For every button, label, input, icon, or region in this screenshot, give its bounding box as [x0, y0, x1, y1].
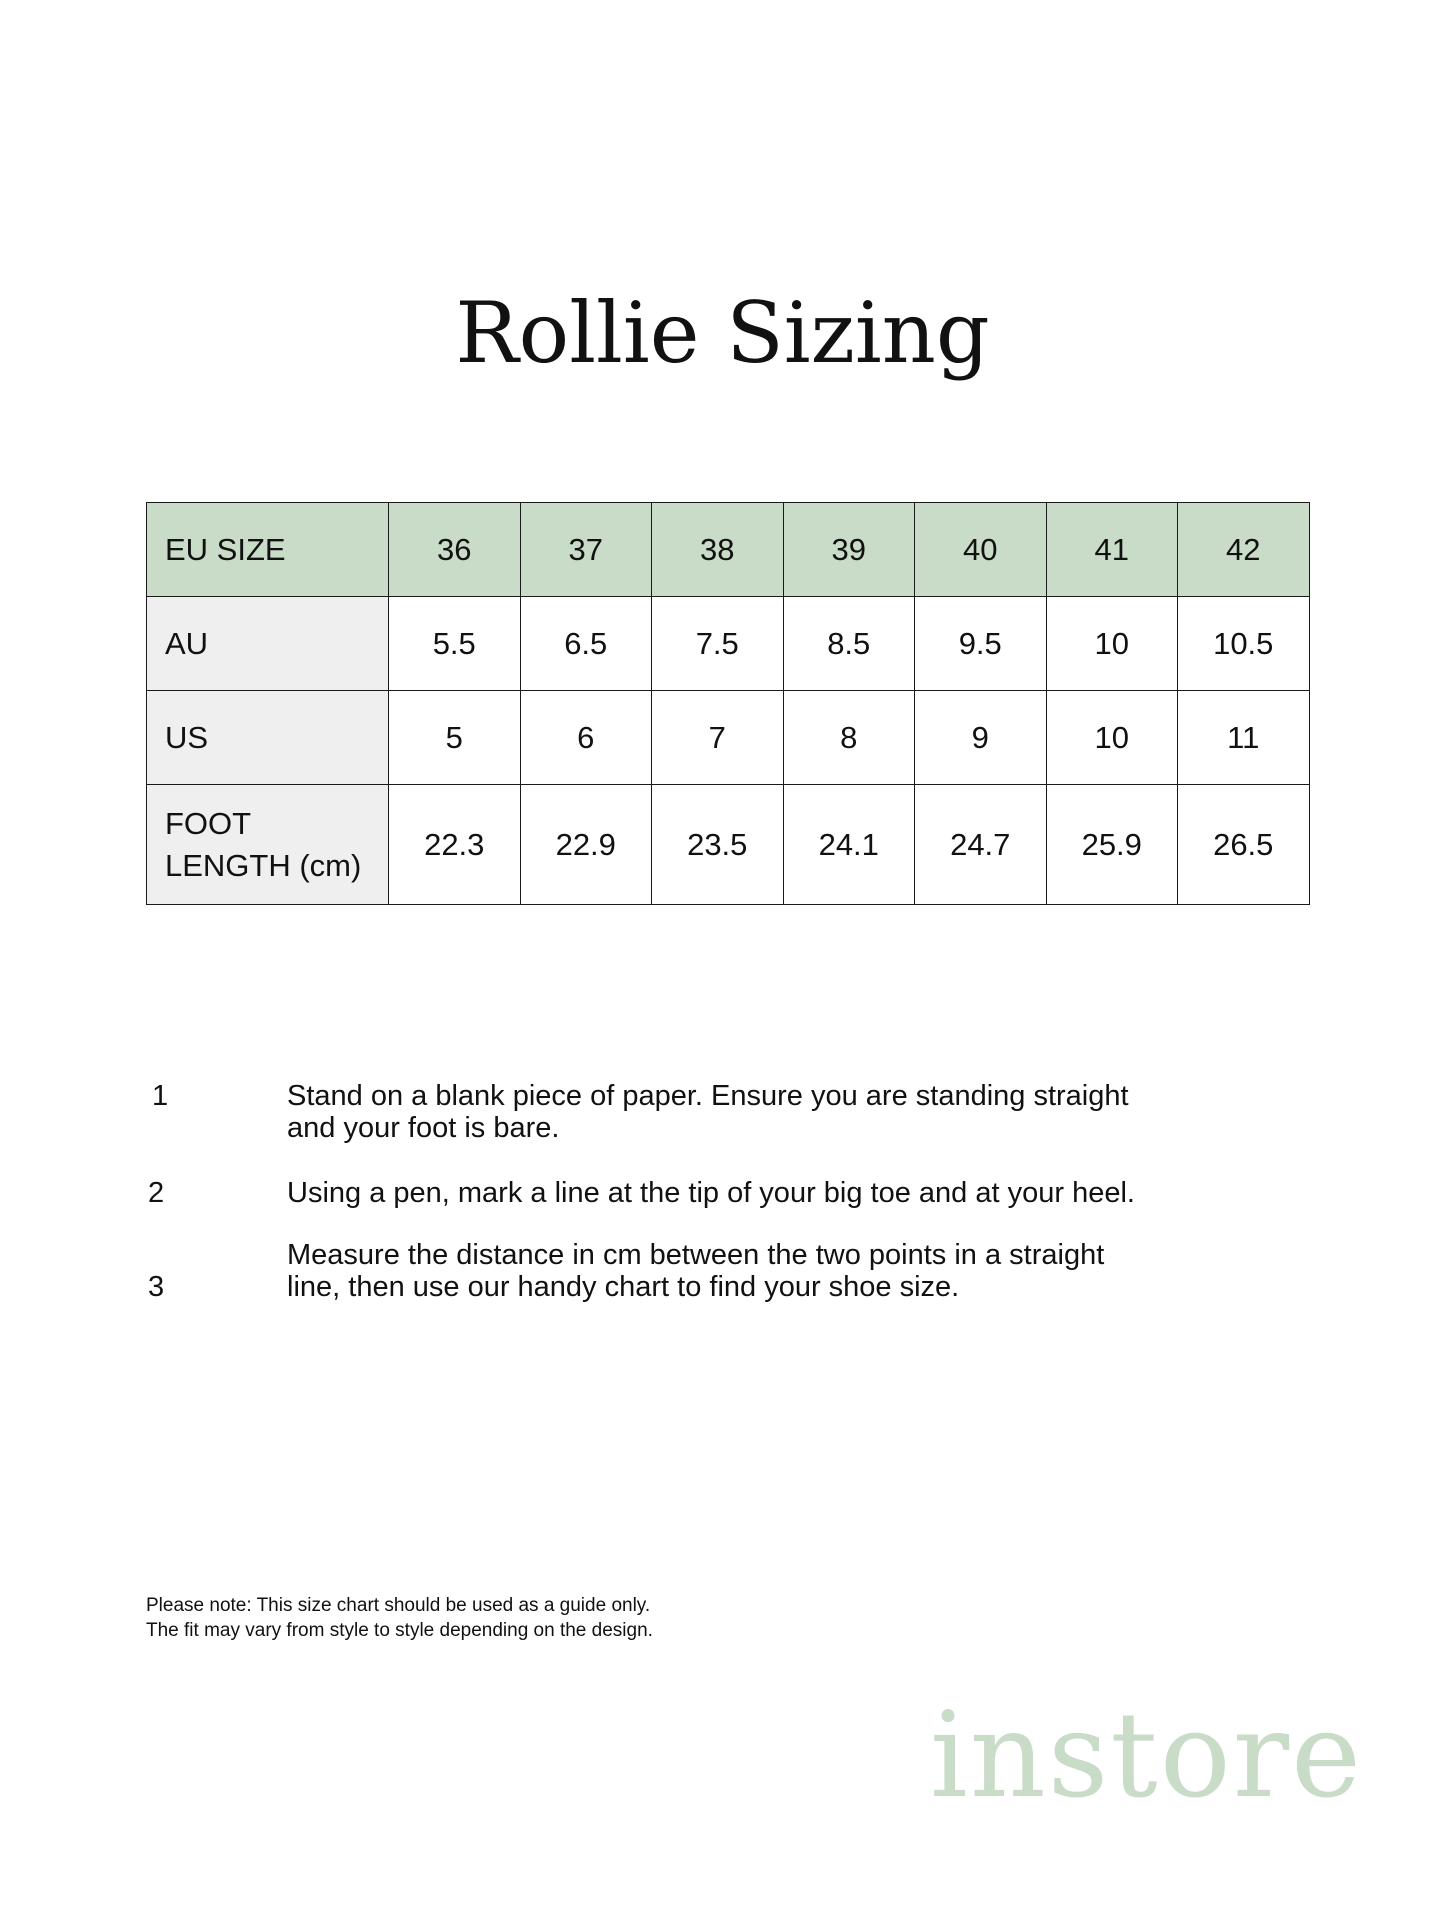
step-text	[287, 1080, 1187, 1144]
au-size-cell: 10	[1046, 597, 1178, 691]
us-size-cell: 8	[783, 691, 915, 785]
step-text-line: line, then use our handy chart to find your shoe size.	[287, 1271, 960, 1303]
disclaimer-line: The fit may vary from style to style depending on the design.	[146, 1620, 653, 1641]
eu-size-label: EU SIZE	[147, 503, 389, 597]
eu-size-cell: 41	[1046, 503, 1178, 597]
measuring-steps	[146, 1080, 1246, 1303]
eu-size-row	[147, 503, 1310, 597]
step-number: 1	[152, 1080, 169, 1112]
disclaimer-line: Please note: This size chart should be used as a guide only.	[146, 1595, 651, 1616]
step-number: 2	[148, 1177, 165, 1209]
au-size-cell: 6.5	[520, 597, 652, 691]
au-size-cell: 7.5	[652, 597, 784, 691]
foot-length-cell: 22.9	[520, 785, 652, 905]
eu-size-cell: 38	[652, 503, 784, 597]
foot-length-label-line1: FOOT	[165, 805, 252, 841]
us-size-label: US	[147, 691, 389, 785]
step-text	[287, 1239, 1187, 1303]
eu-size-cell: 39	[783, 503, 915, 597]
step-text-line: Using a pen, mark a line at the tip of your big toe and at your heel.	[287, 1177, 1135, 1209]
size-table	[146, 502, 1310, 905]
step-text	[287, 1177, 1187, 1209]
foot-length-cell: 24.1	[783, 785, 915, 905]
foot-length-cell: 23.5	[652, 785, 784, 905]
au-size-cell: 5.5	[389, 597, 521, 691]
au-size-cell: 8.5	[783, 597, 915, 691]
us-size-cell: 11	[1178, 691, 1310, 785]
au-size-cell: 10.5	[1178, 597, 1310, 691]
foot-length-cell: 22.3	[389, 785, 521, 905]
us-size-cell: 7	[652, 691, 784, 785]
step-item	[146, 1239, 1246, 1303]
step-number: 3	[148, 1271, 165, 1303]
instore-logo: instore	[930, 1686, 1363, 1824]
foot-length-label-line2: LENGTH (cm)	[165, 847, 362, 883]
step-item	[146, 1080, 1246, 1144]
step-text-line: Measure the distance in cm between the two points in a straight	[287, 1239, 1105, 1271]
us-size-cell: 6	[520, 691, 652, 785]
eu-size-cell: 42	[1178, 503, 1310, 597]
us-size-cell: 9	[915, 691, 1047, 785]
page-title: Rollie Sizing	[455, 284, 990, 382]
foot-length-cell: 24.7	[915, 785, 1047, 905]
foot-length-row	[147, 785, 1310, 905]
step-text-line: Stand on a blank piece of paper. Ensure you are standing straight	[287, 1080, 1129, 1112]
disclaimer-note	[146, 1593, 653, 1643]
us-size-row	[147, 691, 1310, 785]
foot-length-cell: 25.9	[1046, 785, 1178, 905]
us-size-cell: 5	[389, 691, 521, 785]
step-item	[146, 1177, 1246, 1209]
foot-length-label	[147, 785, 389, 905]
eu-size-cell: 36	[389, 503, 521, 597]
us-size-cell: 10	[1046, 691, 1178, 785]
foot-length-cell: 26.5	[1178, 785, 1310, 905]
eu-size-cell: 40	[915, 503, 1047, 597]
step-text-line: and your foot is bare.	[287, 1112, 560, 1144]
eu-size-cell: 37	[520, 503, 652, 597]
au-size-cell: 9.5	[915, 597, 1047, 691]
au-size-row	[147, 597, 1310, 691]
au-size-label: AU	[147, 597, 389, 691]
